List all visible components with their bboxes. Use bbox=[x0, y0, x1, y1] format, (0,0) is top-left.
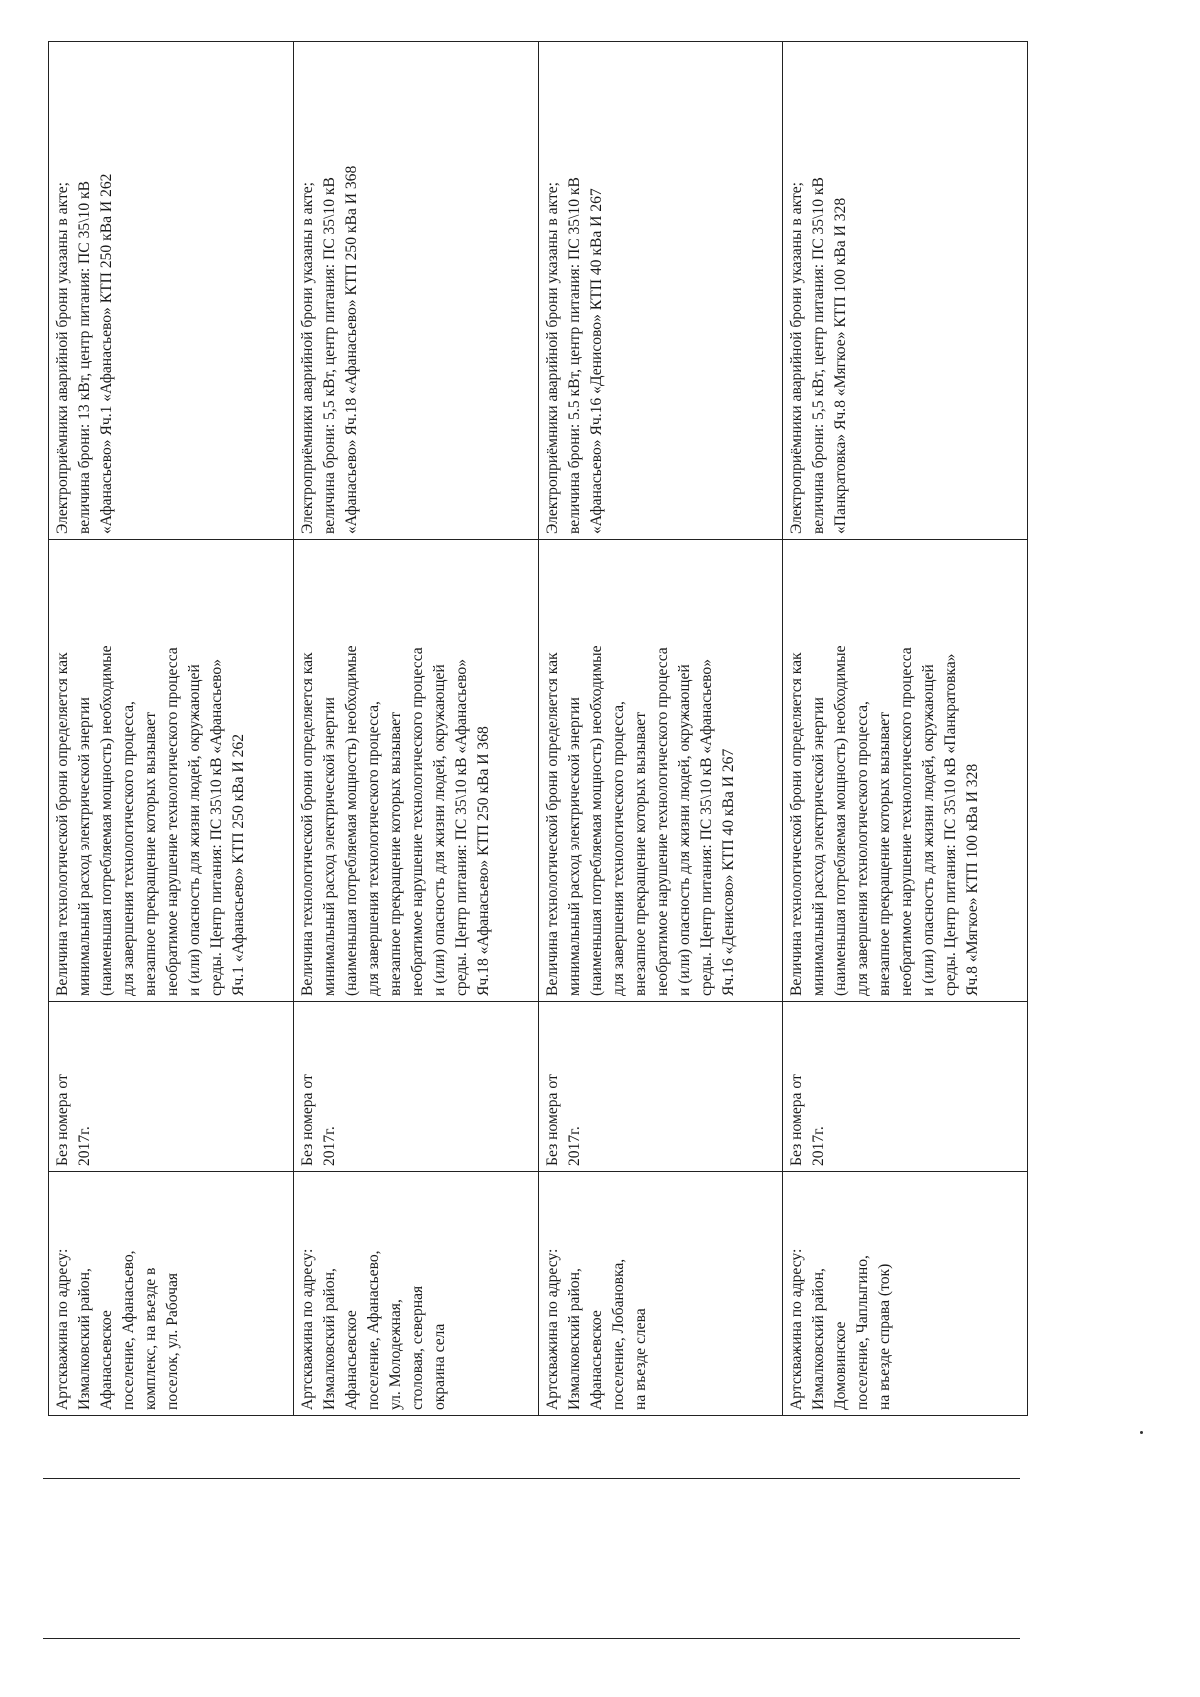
emergency-reserve-text: Электроприёмники аварийной брони указаны в акте; величина брони: 5,5 кВт, центр питания: ПС 35\10 кВ «Афанасьево» Яч.18 «Афанасьево» КТП 250 кВа И 368 bbox=[298, 165, 360, 534]
act-text: Без номера от 2017г. bbox=[543, 1074, 583, 1166]
tech-reserve-cell bbox=[49, 540, 294, 1002]
location-text: Артскважина по адресу: Измалковский район, Афанасьевское поселение, Афанасьево, ул. Молодежная, столовая, северная окраина села bbox=[298, 1248, 448, 1410]
emergency-reserve-cell bbox=[49, 42, 294, 540]
table-row bbox=[293, 42, 538, 1416]
emergency-reserve-cell bbox=[293, 42, 538, 540]
table-row bbox=[783, 42, 1028, 1416]
location-text: Артскважина по адресу: Измалковский район, Афанасьевское поселение, Лобановка, на въезде слева bbox=[543, 1248, 649, 1410]
location-cell bbox=[293, 1172, 538, 1416]
act-cell bbox=[293, 1002, 538, 1172]
act-text: Без номера от 2017г. bbox=[54, 1074, 93, 1166]
location-text: Артскважина по адресу: Измалковский район, Афанасьевское поселение, Афанасьево, комплекс, на въезде в поселок, ул. Рабочая bbox=[54, 1248, 181, 1410]
act-cell bbox=[783, 1002, 1028, 1172]
location-cell bbox=[49, 1172, 294, 1416]
horizontal-rule bbox=[43, 1638, 1020, 1639]
rotated-table-container bbox=[48, 42, 1028, 1416]
tech-reserve-text: Величина технологической брони определяется как минимальный расход электрической энергии (наименьшая потребляемая мощность) необходимые для завершения технологического процесса, внезапное прекращение которых вызывает необратимое нарушение технологического процесса и (или) опасность для жизни людей, окружающей среды. Центр питания: ПС 35\10 кВ «Афанасьево» Яч.18 «Афанасьево» КТП 250 кВа И 368 bbox=[298, 645, 492, 996]
scan-speck bbox=[1140, 1431, 1143, 1434]
act-text: Без номера от 2017г. bbox=[298, 1074, 338, 1166]
table-row bbox=[49, 42, 294, 1416]
table-row bbox=[538, 42, 783, 1416]
act-cell bbox=[538, 1002, 783, 1172]
act-text: Без номера от 2017г. bbox=[788, 1074, 828, 1166]
emergency-reserve-text: Электроприёмники аварийной брони указаны в акте; величина брони: 5,5 кВт, центр питания: ПС 35\10 кВ «Панкратовка» Яч.8 «Мягкое» КТП 100 кВа И 328 bbox=[788, 177, 850, 534]
tech-reserve-text: Величина технологической брони определяется как минимальный расход электрической энергии (наименьшая потребляемая мощность) необходимые для завершения технологического процесса, внезапное прекращение которых вызывает необратимое нарушение технологического процесса и (или) опасность для жизни людей, окружающей среды. Центр питания: ПС 35\10 кВ «Афанасьево» Яч.16 «Денисово» КТП 40 кВа И 267 bbox=[543, 645, 737, 996]
tech-reserve-cell bbox=[293, 540, 538, 1002]
reservation-table bbox=[48, 41, 1028, 1416]
horizontal-rule bbox=[43, 1478, 1020, 1479]
emergency-reserve-text: Электроприёмники аварийной брони указаны в акте; величина брони: 13 кВт, центр питания: ПС 35\10 кВ «Афанасьево» Яч.1 «Афанасьево» КТП 250 кВа И 262 bbox=[54, 173, 115, 534]
tech-reserve-cell bbox=[783, 540, 1028, 1002]
emergency-reserve-text: Электроприёмники аварийной брони указаны в акте; величина брони: 5.5 кВт, центр питания: ПС 35\10 кВ «Афанасьево» Яч.16 «Денисово» КТП 40 кВа И 267 bbox=[543, 177, 605, 534]
emergency-reserve-cell bbox=[538, 42, 783, 540]
emergency-reserve-cell bbox=[783, 42, 1028, 540]
tech-reserve-cell bbox=[538, 540, 783, 1002]
location-cell bbox=[538, 1172, 783, 1416]
tech-reserve-text: Величина технологической брони определяется как минимальный расход электрической энергии (наименьшая потребляемая мощность) необходимые для завершения технологического процесса, внезапное прекращение которых вызывает необратимое нарушение технологического процесса и (или) опасность для жизни людей, окружающей среды. Центр питания: ПС 35\10 кВ «Панкратовка» Яч.8 «Мягкое» КТП 100 кВа И 328 bbox=[788, 645, 982, 996]
act-cell bbox=[49, 1002, 294, 1172]
tech-reserve-text: Величина технологической брони определяется как минимальный расход электрической энергии (наименьшая потребляемая мощность) необходимые для завершения технологического процесса, внезапное прекращение которых вызывает необратимое нарушение технологического процесса и (или) опасность для жизни людей, окружающей среды. Центр питания: ПС 35\10 кВ «Афанасьево» Яч.1 «Афанасьево» КТП 250 кВа И 262 bbox=[54, 645, 247, 996]
location-cell bbox=[783, 1172, 1028, 1416]
location-text: Артскважина по адресу: Измалковский район, Домовинское поселение, Чаплыгино, на въезде справа (ток) bbox=[788, 1248, 894, 1410]
